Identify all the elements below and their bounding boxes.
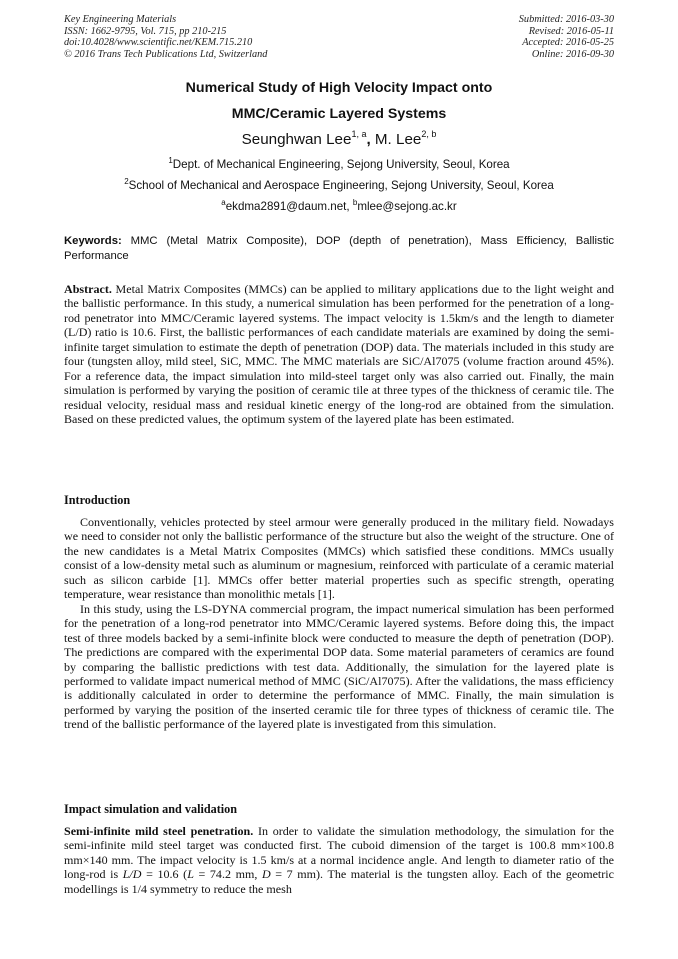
email-line xyxy=(64,198,614,213)
d-symbol: D xyxy=(261,867,271,882)
journal-name: Key Engineering Materials xyxy=(64,14,177,25)
revised-date: Revised: 2016-05-11 xyxy=(528,25,614,37)
impact-text-3: = 74.2 mm, xyxy=(193,867,262,882)
author-list xyxy=(64,129,614,148)
abstract-label: Abstract. xyxy=(64,282,112,296)
keywords xyxy=(64,234,614,263)
copyright: © 2016 Trans Tech Publications Ltd, Switzerland xyxy=(64,48,268,60)
introduction-paragraph-2: In this study, using the LS-DYNA commercial program, the impact numerical simulation has been performed for the penetration of a long-rod penetrator into MMC/Ceramic layered systems. Before doing this, the impact test of three models backed by a semi-infinite block were conducted to measure the depth of penetration (DOP). The predictions are compared with the experimental DOP data. Some material parameters of ceramics are found by comparing the ballistic predictions with test data. Additionally, the simulation for the layered plate is performed to validate impact numerical method of MMC (SiC/Al7075). After the validations, the mass efficiency is additionally calculated in order to determine the performance of MMC. Finally, the main simulation is performed by varying the position of the inserted ceramic tile for three types of thickness of ceramic tile. The trend of the ballistic performance of the layered plate is investigated from this simulation. xyxy=(64,601,614,732)
email-b-sup: b xyxy=(352,198,358,207)
doi: doi:10.4028/www.scientific.net/KEM.715.210 xyxy=(64,37,253,49)
submitted-date: Submitted: 2016-03-30 xyxy=(518,14,614,25)
author-2-name: M. Lee xyxy=(374,131,422,148)
impact-paragraph-1 xyxy=(64,824,614,896)
impact-section-body xyxy=(64,824,614,896)
keywords-text: MMC (Metal Matrix Composite), DOP (depth of penetration), Mass Efficiency, Ballistic Performance xyxy=(64,235,614,262)
affiliation-2 xyxy=(64,177,614,192)
accepted-date: Accepted: 2016-05-25 xyxy=(522,37,614,49)
affiliation-2-text: School of Mechanical and Aerospace Engineering, Sejong University, Seoul, Korea xyxy=(128,179,554,192)
affiliation-1-sup: 1 xyxy=(168,156,173,165)
impact-section-heading: Impact simulation and validation xyxy=(64,802,238,816)
author-1-sup: 1, a xyxy=(351,129,367,139)
issn: ISSN: 1662-9795, Vol. 715, pp 210-215 xyxy=(64,25,227,37)
email-b: mlee@sejong.ac.kr xyxy=(357,200,457,213)
introduction-paragraph-1: Conventionally, vehicles protected by steel armour were generally produced in the military field. Nowadays we need to consider not only the ballistic performance of the structure but also the weight of the structure. One of the new candidates is a Metal Matrix Composites (MMCs) which satisfied these conditions. MMCs usually consist of a low-density metal such as aluminum or magnesium, reinforced with particulate of a ceramic material such as silicon carbide [1]. MMCs offer better material properties such as specific strength, operating temperature, wear resistance than monolithic metals [1]. xyxy=(64,515,614,602)
paper-title-line2: MMC/Ceramic Layered Systems xyxy=(231,106,447,122)
journal-header-left xyxy=(64,14,267,60)
author-separator: , xyxy=(366,131,375,148)
introduction-body xyxy=(64,515,614,732)
abstract xyxy=(64,282,614,427)
paper-title-line1: Numerical Study of High Velocity Impact onto xyxy=(185,80,493,96)
email-a-sup: a xyxy=(221,198,226,207)
author-2-sup: 2, b xyxy=(421,129,437,139)
l-symbol: L xyxy=(187,867,194,882)
affiliation-2-sup: 2 xyxy=(124,177,129,186)
journal-header-right xyxy=(519,14,614,60)
introduction-heading: Introduction xyxy=(64,493,131,507)
affiliation-1-text: Dept. of Mechanical Engineering, Sejong University, Seoul, Korea xyxy=(172,158,510,171)
author-1-name: Seunghwan Lee xyxy=(241,131,352,148)
ld-symbol: L/D xyxy=(122,867,142,882)
affiliation-1 xyxy=(64,156,614,171)
keywords-label: Keywords: xyxy=(64,235,122,247)
impact-text-1: In order to validate the simulation methodology, the simulation for the semi-infinite mild steel target was conducted first. The cuboid dimension of the target is 100.8 mm×100.8 mm×140 mm. The impact velocity is 1.5 km/s at a normal incidence angle. And length to diameter ratio of the long-rod is xyxy=(64,824,614,882)
impact-text-2: = 10.6 ( xyxy=(141,867,188,882)
subsection-label: Semi-infinite mild steel penetration. xyxy=(64,824,254,838)
impact-text-4: = 7 mm). The material is the tungsten alloy. Each of the geometric modellings is 1/4 symmetry to reduce the mesh xyxy=(64,867,614,896)
online-date: Online: 2016-09-30 xyxy=(531,48,614,60)
abstract-text: Metal Matrix Composites (MMCs) can be applied to military applications due to the light weight and the ballistic performance. In this study, a numerical simulation has been performed for the penetration of a long-rod penetrator into MMC/Ceramic layered systems. The impact velocity is 1.5km/s and the length to diameter (L/D) ratio is 10.6. First, the ballistic performances of each candidate materials are examined by doing the semi-infinite target simulation to estimate the depth of penetration (DOP) data. The materials included in this study are four (tungsten alloy, mild steel, SiC, MMC. The MMC materials are SiC/Al7075 (volume fraction around 45%). For a reference data, the impact simulation into mild-steel target only was also carried out. Finally, the main simulation is performed by varying the position of ceramic tile at three types of the thickness of ceramic tile. The residual velocity, residual mass and residual kinetic energy of the long-rod are obtained from the simulation. Based on these predicted values, the optimum system of the layered plate has been estimated. xyxy=(64,282,614,427)
email-a: ekdma2891@daum.net, xyxy=(225,200,353,213)
